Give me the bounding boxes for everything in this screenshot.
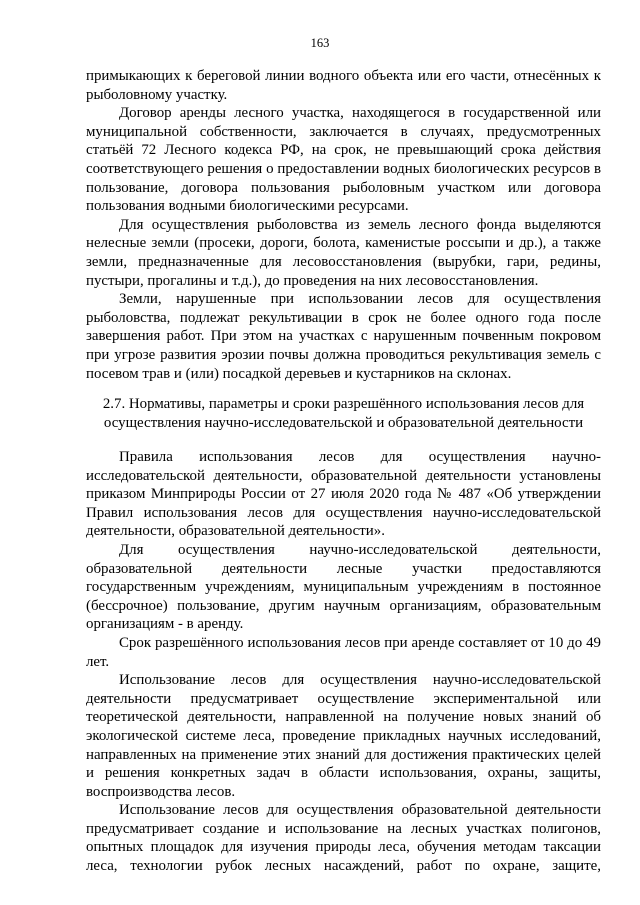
section-fishing-continuation	[86, 67, 601, 383]
heading-line-2: осуществления научно-исследовательской и образовательной деятельности	[103, 414, 584, 431]
paragraph-lease-term: Срок разрешённого использования лесов при аренде составляет от 10 до 49 лет.	[86, 634, 601, 670]
paragraph-research-use: Использование лесов для осуществления научно-исследовательской деятельности предусматривает осуществление экспериментальной или теоретической деятельности, направленной на получение новых знаний об экологической системе леса, проведение прикладных научных исследований, направленных на применение этих знаний для достижения практических целей и решения конкретных задач в области использования, охраны, защиты, воспроизводства лесов.	[86, 672, 601, 800]
paragraph-education-use: Использование лесов для осуществления образовательной деятельности предусматривает создание и использование на лесных участках полигонов, опытных площадок для изучения природы леса, обучения методам таксации леса, технологии рубок лесных насаждений, работ по охране, защите,	[86, 802, 601, 875]
section-research-education	[86, 448, 601, 876]
paragraph-non-forest-lands: Для осуществления рыболовства из земель лесного фонда выделяются нелесные земли (просеки, дороги, болота, каменистые россыпи и др.), а также земли, предназначенные для лесовосстановления (вырубки, гари, редины, пустыри, прогалины и т.д.), до проведения на них лесовосстановления.	[86, 216, 601, 289]
paragraph-reclamation: Земли, нарушенные при использовании лесов для осуществления рыболовства, подлежат рекультивации в срок не более одного года после завершения работ. При этом на участках с нарушенным почвенным покровом при угрозе развития эрозии почвы должна проводиться рекультивация земель с посевом трав и (или) посадкой деревьев и кустарников на склонах.	[86, 291, 601, 382]
heading-line-1: 2.7. Нормативы, параметры и сроки разрешённого использования лесов для	[102, 396, 585, 412]
paragraph-continuation: примыкающих к береговой линии водного объекта или его части, отнесённых к рыболовному участку.	[86, 68, 601, 103]
paragraph-plots-provision: Для осуществления научно-исследовательской деятельности, образовательной деятельности лесные участки предоставляются государственным учреждениям, муниципальным учреждениям в постоянное (бессрочное) пользование, другим научным организациям, образовательным организациям - в аренду.	[86, 541, 601, 633]
paragraph-rules-order: Правила использования лесов для осуществления научно-исследовательской деятельности, образовательной деятельности установлены приказом Минприроды России от 27 июля 2020 года № 487 «Об утверждении Правил использования лесов для осуществления научно-исследовательской деятельности, образовательной деятельности».	[86, 449, 601, 540]
section-heading-2-7	[86, 395, 601, 432]
page-number: 163	[310, 36, 330, 50]
paragraph-lease-agreement: Договор аренды лесного участка, находящегося в государственной или муниципальной собственности, заключается в случаях, предусмотренных статьёй 72 Лесного кодекса РФ, на срок, не превышающий срока действия соответствующего решения о предоставлении водных биологических ресурсов в пользование, договора пользования рыболовным участком или договора пользования водными биологическими ресурсами.	[86, 105, 601, 215]
